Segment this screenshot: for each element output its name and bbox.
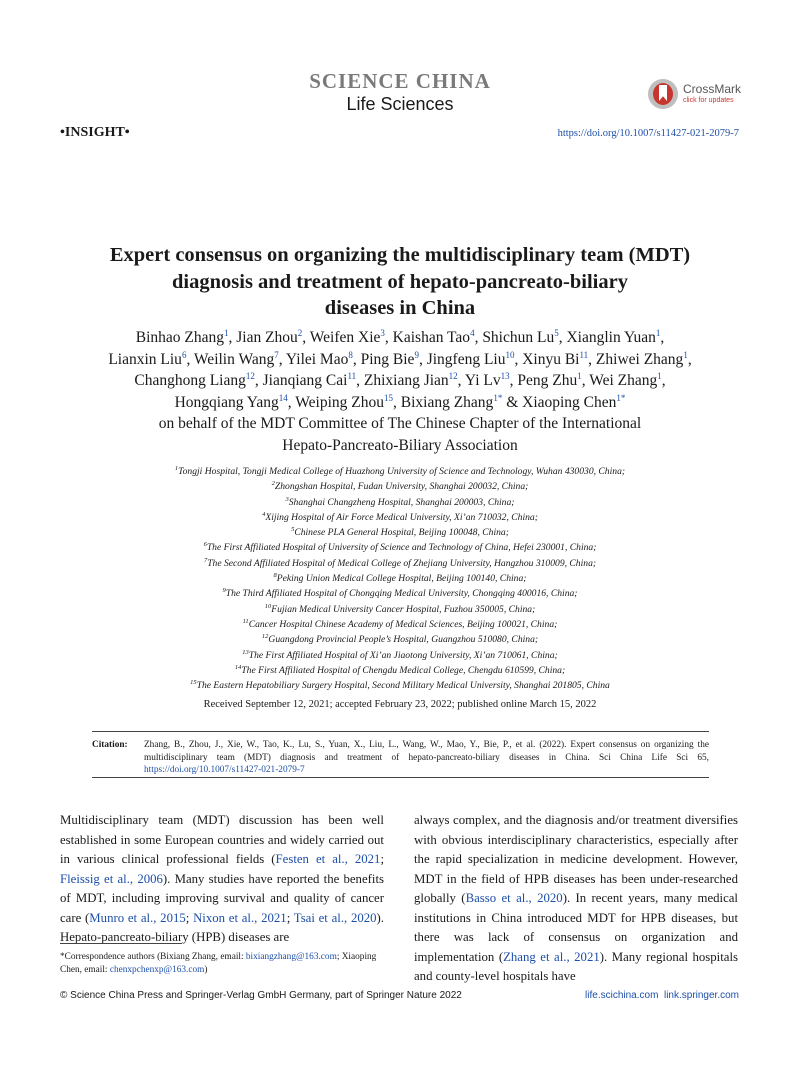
author-name: Bixiang Zhang (400, 393, 494, 411)
author-name: Lianxin Liu (108, 350, 182, 368)
author-name: Xinyu Bi (522, 350, 580, 368)
author-name: Shichun Lu (482, 329, 555, 346)
crossmark-icon (648, 79, 678, 109)
author-affiliation-ref[interactable]: 10 (505, 349, 515, 360)
author-affiliation-ref[interactable]: 1* (616, 392, 626, 403)
author-name: Kaishan Tao (392, 329, 471, 346)
author-affiliation-ref[interactable]: 11 (347, 371, 357, 381)
author-name: Jingfeng Liu (426, 350, 506, 368)
author-affiliation-ref[interactable]: 11 (579, 349, 589, 360)
title-line: diseases in China (324, 297, 476, 319)
springer-link[interactable]: link.springer.com (663, 990, 739, 1001)
affiliation-item: $^3$Shanghai Changzheng Hospital, Shanghai 200003, China; (285, 495, 515, 508)
journal-name: SCIENCE CHINA (309, 69, 491, 93)
affiliation-item: $^2$Zhongshan Hospital, Fudan University, Shanghai 200032, China; (271, 480, 529, 493)
body-column-left: Multidisciplinary team (MDT) discussion has been well established in some European countries and widely carried out in various clinical professional fields (Festen et al., 2021; Fleissig et al., 2006). Many studies have reported the benefits of MDT, including improving survival and quality of cancer care (Munro et al., 2015; Nixon et al., 2021; Tsai et al., 2020). Hepato-pancreato-biliary (HPB) diseases are (60, 813, 385, 944)
affiliation-item: $^{13}$The First Affiliated Hospital of Xi’an Jiaotong University, Xi’an 710061, China; (242, 648, 558, 661)
reference-link[interactable]: Basso et al., 2020 (465, 891, 563, 905)
author-name: Hongqiang Yang (174, 393, 279, 411)
author-name: Ping Bie (360, 350, 415, 368)
reference-link[interactable]: Nixon et al., 2021 (193, 910, 287, 925)
author-affiliation-ref[interactable]: 1 (223, 328, 229, 338)
author-name: Xianglin Yuan (566, 329, 656, 346)
footnote-rule (60, 943, 182, 944)
author-affiliation-ref[interactable]: 1 (683, 349, 688, 360)
citation-doi-link[interactable]: https://doi.org/10.1007/s11427-021-2079-7 (144, 765, 305, 775)
affiliation-item: $^5$Chinese PLA General Hospital, Beijing 100048, China; (291, 526, 509, 539)
affiliation-item: $^{15}$The Eastern Hepatobiliary Surgery Hospital, Second Military Medical University, Shanghai 201805, China (190, 679, 610, 692)
author-affiliation-ref[interactable]: 1 (655, 328, 661, 338)
author-name: Wei Zhang (589, 372, 658, 389)
email-link[interactable]: bixiangzhang@163.com (245, 952, 337, 962)
affiliation-item: $^{14}$The First Affiliated Hospital of Chengdu Medical College, Chengdu 610599, China; (234, 663, 566, 676)
email-link[interactable]: chenxpchenxp@163.com (109, 964, 205, 975)
author-affiliation-ref[interactable]: 1 (657, 371, 662, 381)
affiliation-item: $^{10}$Fujian Medical University Cancer Hospital, Fuzhou 350005, China; (264, 602, 536, 615)
crossmark-title: CrossMark (683, 82, 742, 96)
author-name: Weifen Xie (309, 329, 381, 346)
author-affiliation-ref[interactable]: 3 (380, 328, 385, 338)
reference-link[interactable]: Zhang et al., 2021 (503, 949, 600, 964)
affiliation-item: $^9$The Third Affiliated Hospital of Chongqing Medical University, Chongqing 400016, China; (222, 587, 578, 600)
affiliation-item: $^1$Tongji Hospital, Tongji Medical College of Huazhong University of Science and Technology, Wuhan 430030, China; (174, 465, 626, 477)
author-affiliation-ref[interactable]: 9 (414, 349, 419, 360)
author-names: Binhao Zhang$^1$, Jian Zhou$^2$, Weifen Xie$^3$, Kaishan Tao$^4$, Shichun Lu$^5$, Xianglin Yuan$^1$, Lianxin Liu$^6$, Weilin Wang$^7$, Yilei Mao$^8$, Ping Bie$^9$, Jingfeng Liu$^{10}$, Xinyu Bi$^{11}$, Zhiwei Zhang$^1$, Changhong Liang$^{12}$, Jianqiang Cai$^{11}$, Zhixiang Jian$^{12}$, Yi Lv$^{13}$, Peng Zhu$^1$, Wei Zhang$^1$, Hongqiang Yang$^{14}$, Weiping Zhou$^{15}$, Bixiang Zhang$^{1*}$ & Xiaoping Chen$^{1*}$ (108, 328, 692, 411)
author-affiliation-ref[interactable]: 12 (448, 371, 458, 381)
author-name: Zhiwei Zhang (595, 350, 684, 368)
author-affiliation-ref[interactable]: 6 (181, 349, 187, 360)
crossmark-subtitle: click for updates (683, 97, 734, 104)
received-dates: Received September 12, 2021; accepted February 23, 2022; published online March 15, 2022 (203, 699, 597, 710)
author-affiliation-ref[interactable]: 13 (500, 371, 510, 381)
affiliation-item: $^{12}$Guangdong Provincial People’s Hospital, Guangzhou 510080, China; (261, 633, 539, 646)
reference-link[interactable]: Tsai et al., 2020 (293, 910, 377, 925)
on-behalf-line: Hepato-Pancreato-Biliary Association (282, 436, 518, 454)
title-line: diagnosis and treatment of hepato-pancreato-biliary (172, 270, 628, 293)
correspondence-footnote: *Correspondence authors (Bixiang Zhang, email: bixiangzhang@163.com; Xiaoping Chen, email: chenxpchenxp@163.com) (60, 952, 377, 975)
reference-link[interactable]: Fleissig et al., 2006 (60, 871, 163, 886)
author-affiliation-ref[interactable]: 1* (493, 392, 503, 403)
affiliation-item: $^7$The Second Affiliated Hospital of Medical College of Zhejiang University, Hangzhou 310009, China; (203, 556, 597, 569)
author-name: Jian Zhou (236, 329, 298, 346)
author-affiliation-ref[interactable]: 2 (297, 328, 303, 338)
author-name: Binhao Zhang (135, 329, 224, 346)
reference-link[interactable]: Festen et al., 2021 (275, 852, 381, 866)
author-affiliation-ref[interactable]: 15 (384, 392, 393, 403)
footer-links (585, 990, 739, 1001)
body-column-right: always complex, and the diagnosis and/or treatment diversifies with obvious interdisciplinary characteristics, especially after the rapid specialization in medicine development. However, MDT in the field of HPB diseases has been under-researched globally (Basso et al., 2020). In recent years, many medical institutions in China introduced MDT for HPB diseases, but there was lack of consensus on organization and implementation (Zhang et al., 2021). Many regional hospitals and county-level hospitals have (414, 813, 739, 983)
copyright-notice: © Science China Press and Springer-Verlag GmbH Germany, part of Springer Nature 2022 (60, 990, 462, 1001)
author-affiliation-ref[interactable]: 1 (577, 371, 582, 381)
author-name: Yilei Mao (285, 350, 349, 368)
author-affiliation-ref[interactable]: 14 (278, 392, 288, 403)
author-name: Weilin Wang (193, 350, 275, 368)
section-label: •INSIGHT• (60, 125, 130, 140)
affiliation-list (60, 464, 740, 693)
journal-section: Life Sciences (346, 94, 454, 114)
journal-site-link[interactable]: life.scichina.com (585, 990, 659, 1001)
affiliation-item: $^4$Xijing Hospital of Air Force Medical University, Xi’an 710032, China; (262, 510, 538, 523)
crossmark-badge[interactable] (648, 78, 743, 110)
citation-top-rule (92, 731, 709, 732)
on-behalf-line: on behalf of the MDT Committee of The Chinese Chapter of the International (158, 415, 642, 432)
author-name: Xiaoping Chen (522, 393, 617, 411)
author-affiliation-ref[interactable]: 7 (274, 349, 279, 360)
article-title (80, 242, 720, 322)
author-affiliation-ref[interactable]: 5 (554, 328, 559, 338)
author-affiliation-ref[interactable]: 8 (348, 349, 353, 360)
title-line: Expert consensus on organizing the multidisciplinary team (MDT) (109, 244, 691, 266)
author-name: Zhixiang Jian (363, 372, 449, 389)
affiliation-item: $^{11}$Cancer Hospital Chinese Academy of Medical Sciences, Beijing 100021, China; (242, 617, 558, 630)
author-name: Weiping Zhou (295, 393, 384, 411)
author-name: Peng Zhu (517, 372, 578, 389)
affiliation-item: $^6$The First Affiliated Hospital of University of Science and Technology of China, Hefei 230001, China; (203, 541, 597, 554)
citation-text: Zhang, B., Zhou, J., Xie, W., Tao, K., Lu, S., Yuan, X., Liu, L., Wang, W., Mao, Y., Bie, P., et al. (2022). Expert consensus on organizing the multidisciplinary team (MDT) diagnosis and treatment of hepato-pancreato-biliary diseases in China. Sci China Life Sci 65, https://doi.org/10.1007/s11427-021-2079-7 (144, 740, 709, 775)
doi-link[interactable]: https://doi.org/10.1007/s11427-021-2079-7 (557, 128, 739, 139)
author-affiliation-ref[interactable]: 12 (245, 371, 255, 381)
author-name: Jianqiang Cai (262, 372, 348, 389)
author-name: Yi Lv (464, 372, 501, 389)
citation-bottom-rule (92, 777, 709, 778)
reference-link[interactable]: Munro et al., 2015 (89, 910, 186, 925)
author-affiliation-ref[interactable]: 4 (470, 328, 475, 338)
affiliation-item: $^8$Peking Union Medical College Hospital, Beijing 100140, China; (273, 572, 527, 585)
citation-box (92, 739, 709, 777)
citation-label: Citation: (92, 740, 128, 750)
author-list (70, 327, 730, 456)
author-name: Changhong Liang (134, 372, 246, 389)
